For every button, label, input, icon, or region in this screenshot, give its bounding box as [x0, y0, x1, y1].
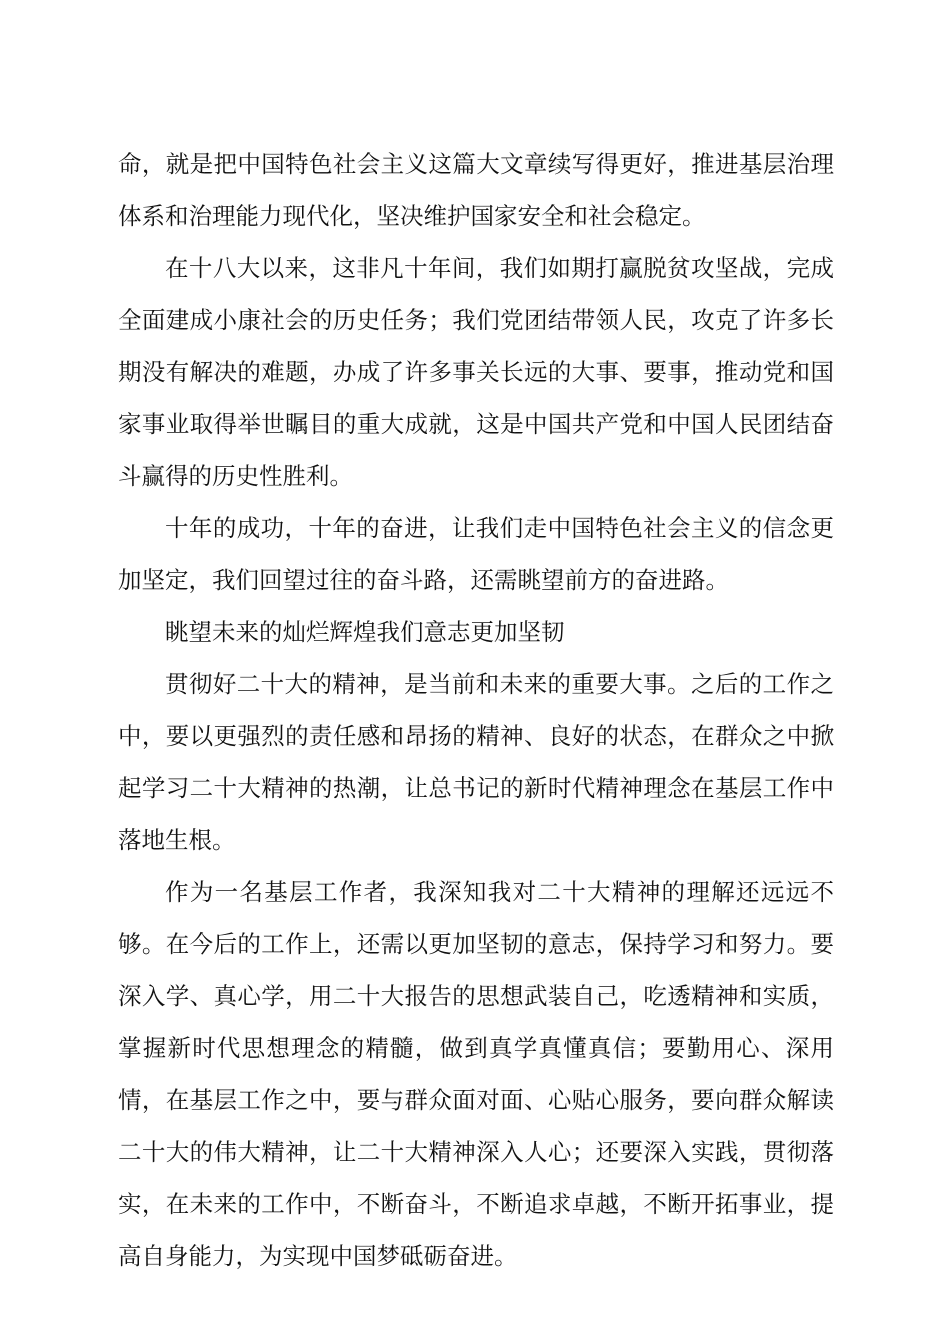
- section-heading: 眺望未来的灿烂辉煌我们意志更加坚韧: [165, 618, 565, 646]
- paragraph-1: 命，就是把中国特色社会主义这篇大文章续写得更好，推进基层治理体系和治理能力现代化，坚决维护国家安全和社会稳定。: [118, 150, 834, 230]
- paragraph-5: 贯彻好二十大的精神，是当前和未来的重要大事。之后的工作之中，要以更强烈的责任感和昂扬的精神、良好的状态，在群众之中掀起学习二十大精神的热潮，让总书记的新时代精神理念在基层工作中落地生根。: [118, 670, 834, 854]
- document-page: [118, 138, 834, 1282]
- paragraph-3: 十年的成功，十年的奋进，让我们走中国特色社会主义的信念更加坚定，我们回望过往的奋斗路，还需眺望前方的奋进路。: [118, 514, 834, 594]
- paragraph-2: 在十八大以来，这非凡十年间，我们如期打赢脱贫攻坚战，完成全面建成小康社会的历史任务；我们党团结带领人民，攻克了许多长期没有解决的难题，办成了许多事关长远的大事、要事，推动党和国家事业取得举世瞩目的重大成就，这是中国共产党和中国人民团结奋斗赢得的历史性胜利。: [118, 254, 834, 490]
- paragraph-6: 作为一名基层工作者，我深知我对二十大精神的理解还远远不够。在今后的工作上，还需以更加坚韧的意志，保持学习和努力。要深入学、真心学，用二十大报告的思想武装自己，吃透精神和实质，掌握新时代思想理念的精髓，做到真学真懂真信；要勤用心、深用情，在基层工作之中，要与群众面对面、心贴心服务，要向群众解读二十大的伟大精神，让二十大精神深入人心；还要深入实践，贯彻落实，在未来的工作中，不断奋斗，不断追求卓越，不断开拓事业，提高自身能力，为实现中国梦砥砺奋进。: [118, 878, 834, 1270]
